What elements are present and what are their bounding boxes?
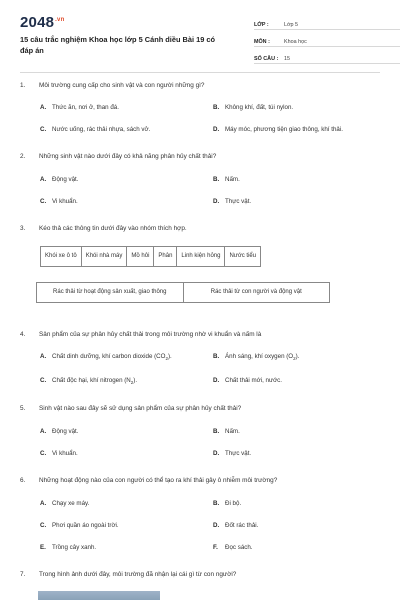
option-1d[interactable] xyxy=(213,126,343,133)
option-text: Vi khuẩn. xyxy=(52,450,78,457)
question-2 xyxy=(20,153,385,163)
option-text: Động vật. xyxy=(52,176,79,183)
option-text: Chất thải mới, nước. xyxy=(225,377,282,384)
question-number: 7. xyxy=(20,571,26,578)
question-number: 2. xyxy=(20,153,26,160)
option-5b[interactable] xyxy=(213,428,240,435)
option-tail: ). xyxy=(295,353,300,360)
question-text: Những hoạt động nào của con người có thể tạo ra khí thải gây ô nhiễm môi trường? xyxy=(39,477,278,484)
option-6d[interactable] xyxy=(213,522,258,529)
option-letter: A. xyxy=(40,500,47,507)
option-letter: F. xyxy=(213,544,218,551)
option-letter: A. xyxy=(40,353,47,360)
question-6 xyxy=(20,477,385,487)
option-letter: B. xyxy=(213,104,220,111)
option-letter: B. xyxy=(213,176,220,183)
drag-chip-bank xyxy=(40,246,261,267)
option-letter: C. xyxy=(40,450,47,457)
option-6f[interactable] xyxy=(213,544,253,551)
option-1b[interactable] xyxy=(213,104,293,111)
option-letter: C. xyxy=(40,126,47,133)
meta-key: LỚP : xyxy=(254,22,269,28)
question-text: Sản phẩm của sự phân hủy chất thải trong môi trường nhờ vi khuẩn và nấm là xyxy=(39,331,262,338)
option-1c[interactable] xyxy=(40,126,150,133)
question-7-image xyxy=(38,591,160,600)
meta-info xyxy=(254,15,400,66)
meta-value: Lớp 5 xyxy=(284,22,299,28)
meta-row-count xyxy=(254,49,400,64)
question-4 xyxy=(20,331,385,341)
option-text: Thức ăn, nơi ở, than đá. xyxy=(52,104,119,111)
option-text: Nấm. xyxy=(225,176,240,183)
meta-key: MÔN : xyxy=(254,39,270,45)
option-letter: A. xyxy=(40,104,47,111)
meta-value: 15 xyxy=(284,56,290,62)
option-text: Động vật. xyxy=(52,428,79,435)
option-4c[interactable] xyxy=(40,377,137,385)
option-text: Nước uống, rác thải nhựa, sách vở. xyxy=(52,126,151,133)
question-number: 5. xyxy=(20,405,26,412)
option-text: Trồng cây xanh. xyxy=(52,544,97,551)
option-text: Ánh sáng, khí oxygen (O xyxy=(225,353,294,360)
option-letter: D. xyxy=(213,522,220,529)
question-text: Môi trường cung cấp cho sinh vật và con người những gì? xyxy=(39,82,205,89)
header xyxy=(20,14,380,74)
option-text: Thực vật. xyxy=(225,198,252,205)
question-text: Trong hình ảnh dưới đây, môi trường đã nhận lại cái gì từ con người? xyxy=(39,571,237,578)
drop-zone-row xyxy=(36,282,330,303)
option-text: Vi khuẩn. xyxy=(52,198,78,205)
meta-key: SỐ CÂU : xyxy=(254,56,279,62)
drag-chip[interactable]: Mồ hôi xyxy=(127,247,154,266)
option-tail: ). xyxy=(167,353,172,360)
option-letter: C. xyxy=(40,522,47,529)
option-2b[interactable] xyxy=(213,176,240,183)
question-3 xyxy=(20,225,385,235)
drag-chip[interactable]: Linh kiện hỏng xyxy=(177,247,225,266)
option-letter: B. xyxy=(213,428,220,435)
meta-value: Khoa học xyxy=(284,39,307,45)
drop-zone-production[interactable]: Rác thải từ hoạt động sản xuất, giao thông xyxy=(53,289,167,295)
drag-chip[interactable]: Phân xyxy=(154,247,177,266)
drag-chip[interactable]: Nước tiểu xyxy=(229,253,257,259)
option-4a[interactable] xyxy=(40,353,172,361)
option-text: Thực vật. xyxy=(225,450,252,457)
option-1a[interactable] xyxy=(40,104,119,111)
option-6b[interactable] xyxy=(213,500,241,507)
option-subscript: 2 xyxy=(130,380,134,386)
option-letter: B. xyxy=(213,353,220,360)
option-letter: D. xyxy=(213,126,220,133)
option-text: Máy móc, phương tiện giao thông, khí thải. xyxy=(225,126,343,133)
option-5d[interactable] xyxy=(213,450,251,457)
option-4b[interactable] xyxy=(213,353,299,361)
site-logo[interactable] xyxy=(20,14,64,31)
option-letter: A. xyxy=(40,428,47,435)
option-2d[interactable] xyxy=(213,198,251,205)
option-letter: E. xyxy=(40,544,46,551)
option-text: Đọc sách. xyxy=(225,544,253,551)
drag-chip[interactable]: Khói xe ô tô xyxy=(41,247,82,266)
drag-chip[interactable]: Khói nhà máy xyxy=(82,247,128,266)
option-2a[interactable] xyxy=(40,176,78,183)
option-letter: C. xyxy=(40,377,47,384)
option-letter: D. xyxy=(213,450,220,457)
option-6e[interactable] xyxy=(40,544,96,551)
option-text: Chất độc hại, khí nitrogen (N xyxy=(52,377,131,384)
header-divider xyxy=(20,72,380,73)
option-6c[interactable] xyxy=(40,522,119,529)
question-number: 3. xyxy=(20,225,26,232)
meta-row-subject xyxy=(254,32,400,47)
option-4d[interactable] xyxy=(213,377,282,384)
option-5a[interactable] xyxy=(40,428,78,435)
option-text: Phơi quần áo ngoài trời. xyxy=(52,522,119,529)
option-letter: A. xyxy=(40,176,47,183)
question-number: 1. xyxy=(20,82,26,89)
question-number: 6. xyxy=(20,477,26,484)
question-1 xyxy=(20,82,385,92)
option-text: Đi bộ. xyxy=(225,500,242,507)
option-text: Nấm. xyxy=(225,428,240,435)
option-text: Chất dinh dưỡng, khí carbon dioxide (CO xyxy=(52,353,166,360)
option-5c[interactable] xyxy=(40,450,78,457)
document-title: 15 câu trắc nghiệm Khoa học lớp 5 Cánh diều Bài 19 có đáp án xyxy=(20,35,215,55)
option-6a[interactable] xyxy=(40,500,89,507)
logo-text: 2048 xyxy=(20,14,55,31)
option-letter: B. xyxy=(213,500,220,507)
option-letter: D. xyxy=(213,377,220,384)
option-subscript: 2 xyxy=(165,356,168,362)
meta-row-class xyxy=(254,15,400,30)
question-text: Kéo thả các thông tin dưới đây vào nhóm thích hợp. xyxy=(39,225,187,232)
drop-zone-human-animal[interactable]: Rác thải từ con người và động vật xyxy=(183,283,330,302)
option-tail: ). xyxy=(133,377,138,384)
question-text: Những sinh vật nào dưới đây có khả năng phân hủy chất thải? xyxy=(39,153,217,160)
logo-suffix: .vn xyxy=(55,17,65,23)
question-number: 4. xyxy=(20,331,26,338)
option-text: Chạy xe máy. xyxy=(52,500,90,507)
question-5 xyxy=(20,405,385,415)
option-letter: C. xyxy=(40,198,47,205)
option-text: Không khí, đất, túi nylon. xyxy=(225,104,294,111)
option-letter: D. xyxy=(213,198,220,205)
question-text: Sinh vật nào sau đây sẽ sử dụng sản phẩm của sự phân hủy chất thải? xyxy=(39,405,242,412)
question-7 xyxy=(20,571,385,581)
option-text: Đốt rác thải. xyxy=(225,522,259,529)
option-2c[interactable] xyxy=(40,198,78,205)
option-subscript: 2 xyxy=(293,356,296,362)
